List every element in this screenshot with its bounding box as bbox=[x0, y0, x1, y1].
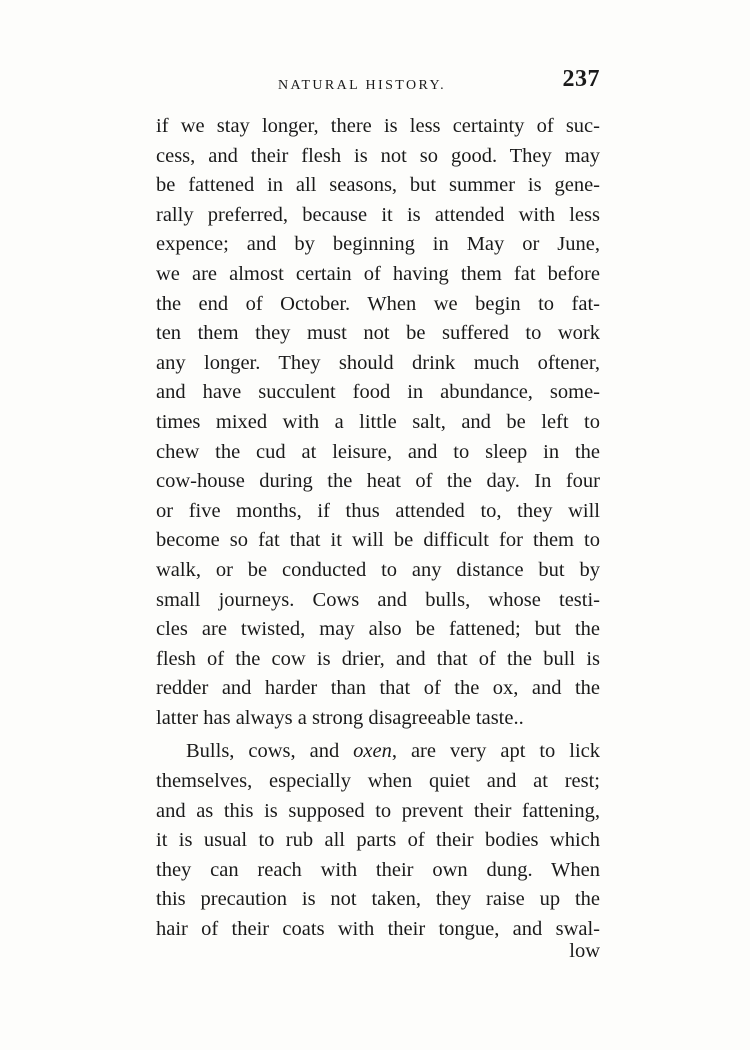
text-run: , are very apt to lick bbox=[391, 740, 600, 763]
text-line: be fattened in all seasons, but summer is gene- bbox=[156, 174, 600, 197]
italic-text-run: oxen bbox=[353, 740, 392, 763]
text-line: become so fat that it will be difficult for them to bbox=[156, 529, 600, 552]
running-head bbox=[150, 66, 600, 102]
text-line: and have succulent food in abundance, some- bbox=[156, 381, 600, 404]
text-line: they can reach with their own dung. When bbox=[156, 858, 600, 881]
text-line: we are almost certain of having them fat before bbox=[156, 262, 600, 285]
text-run: Bulls, cows, and bbox=[186, 740, 354, 763]
running-title: NATURAL HISTORY. bbox=[278, 78, 447, 93]
paragraph-2 bbox=[156, 737, 600, 944]
text-line: walk, or be conducted to any distance but by bbox=[156, 558, 600, 581]
text-line: or five months, if thus attended to, they will bbox=[156, 499, 600, 522]
text-line: hair of their coats with their tongue, and swal- bbox=[156, 918, 600, 941]
text-line: if we stay longer, there is less certainty of suc- bbox=[156, 115, 600, 137]
text-line: and as this is supposed to prevent their fattening, bbox=[156, 799, 600, 822]
paragraph-1 bbox=[156, 112, 600, 733]
text-line: rally preferred, because it is attended with less bbox=[156, 203, 600, 226]
text-line: cles are twisted, may also be fattened; but the bbox=[156, 618, 600, 641]
text-line: latter has always a strong disagreeable taste.. bbox=[156, 706, 524, 729]
text-line: the end of October. When we begin to fat- bbox=[156, 292, 600, 315]
text-line: this precaution is not taken, they raise up the bbox=[156, 888, 600, 911]
text-line: expence; and by beginning in May or June, bbox=[156, 233, 600, 256]
text-line: ten them they must not be suffered to work bbox=[156, 322, 600, 345]
text-line: themselves, especially when quiet and at rest; bbox=[156, 770, 600, 793]
text-line: small journeys. Cows and bulls, whose testi- bbox=[156, 588, 600, 611]
text-line: any longer. They should drink much oftener, bbox=[156, 351, 600, 374]
text-line: redder and harder than that of the ox, and the bbox=[156, 677, 600, 700]
text-line: cow-house during the heat of the day. In four bbox=[156, 470, 600, 493]
text-line: it is usual to rub all parts of their bodies which bbox=[156, 829, 600, 852]
text-line: times mixed with a little salt, and be left to bbox=[156, 410, 600, 433]
body-text bbox=[156, 112, 600, 945]
text-line: chew the cud at leisure, and to sleep in the bbox=[156, 440, 600, 463]
page-number: 237 bbox=[562, 66, 600, 92]
text-line: flesh of the cow is drier, and that of the bull is bbox=[156, 647, 600, 670]
text-line: cess, and their flesh is not so good. They may bbox=[156, 144, 600, 167]
text-line-first bbox=[156, 737, 600, 767]
catchword: low bbox=[569, 940, 600, 962]
